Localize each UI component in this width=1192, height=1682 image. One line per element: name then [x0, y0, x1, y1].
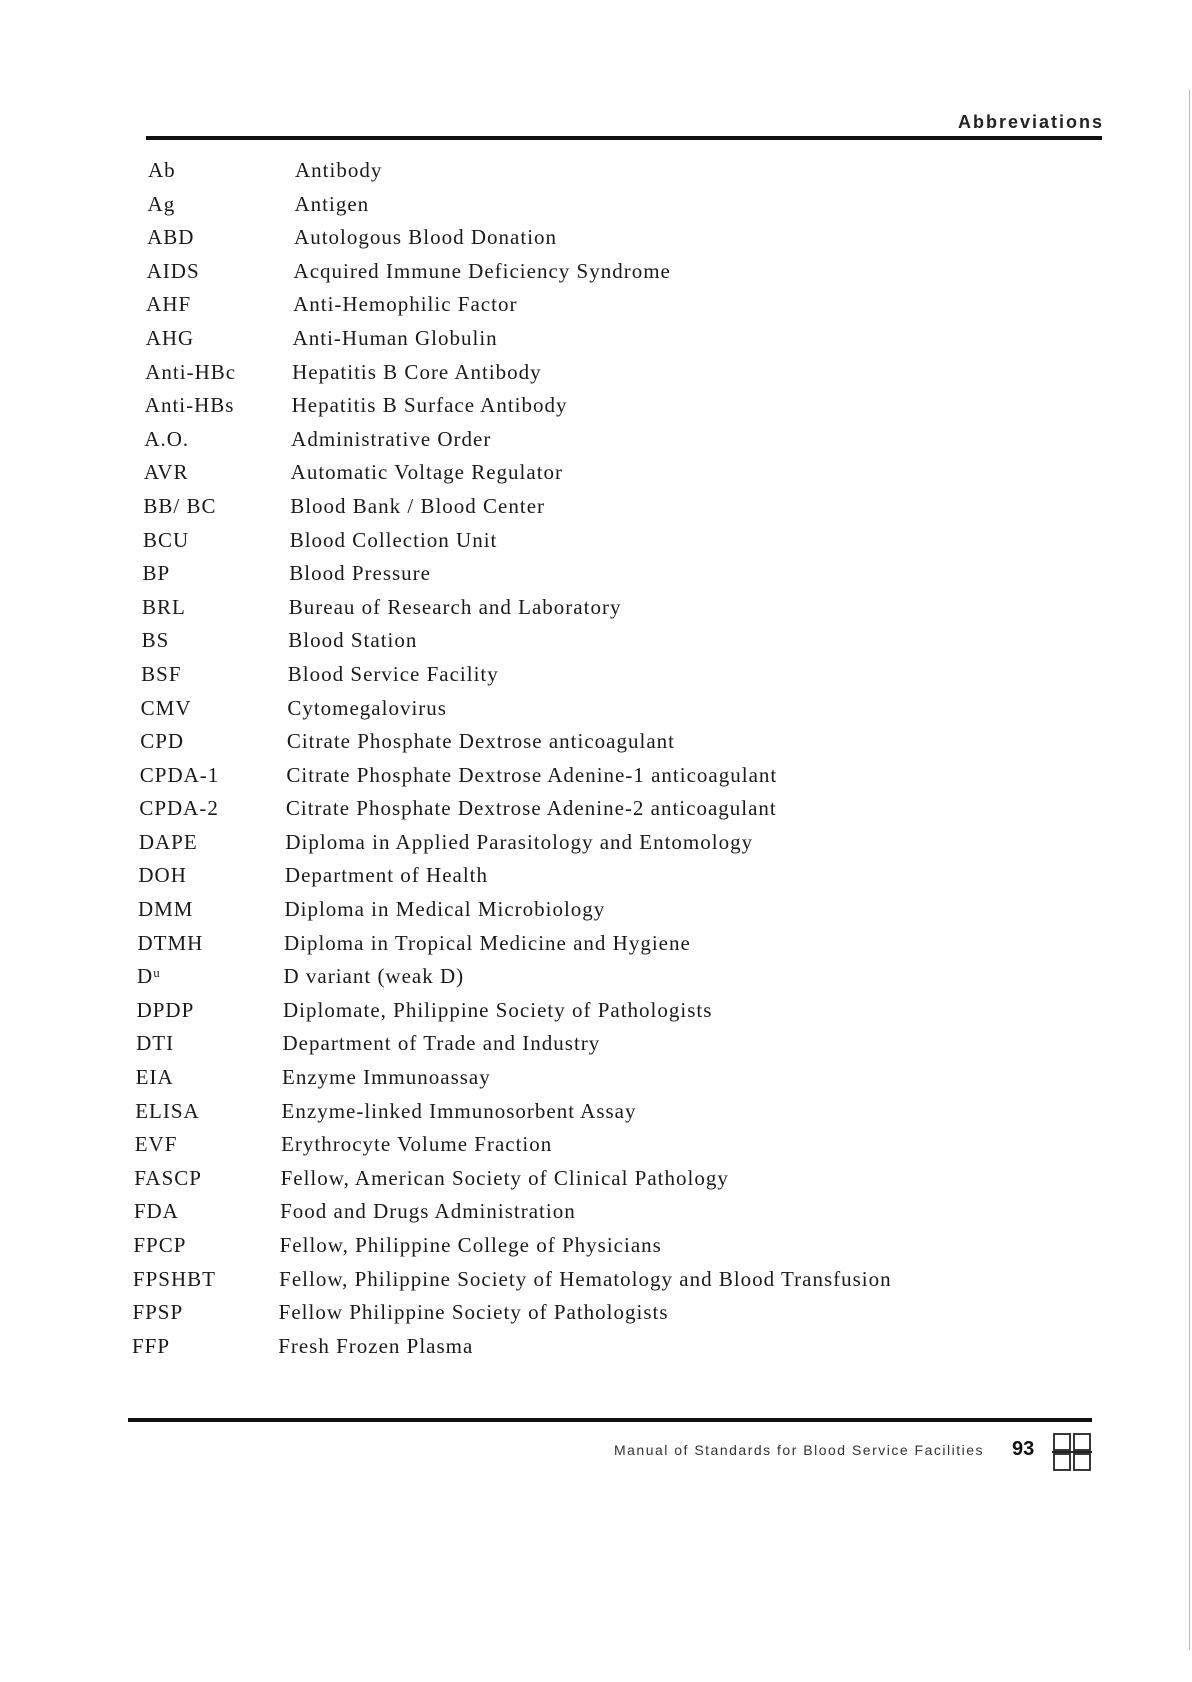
- abbreviation-row: [0, 1229, 1192, 1263]
- abbreviation-definition: Blood Service Facility: [287, 661, 499, 686]
- abbreviation-term: AHF: [146, 292, 192, 317]
- abbreviation-row: [0, 1095, 1192, 1129]
- abbreviation-definition: Diplomate, Philippine Society of Pathologists: [283, 997, 713, 1022]
- abbreviation-term: CMV: [140, 695, 192, 720]
- abbreviation-row: [0, 1330, 1192, 1364]
- abbreviation-row: [0, 692, 1192, 726]
- abbreviation-term: DTI: [136, 1031, 175, 1056]
- abbreviation-row: [0, 1263, 1192, 1297]
- abbreviation-term: Anti-HBc: [145, 359, 237, 384]
- abbreviation-row: [0, 423, 1192, 457]
- abbreviation-definition: Anti-Hemophilic Factor: [293, 292, 518, 317]
- abbreviation-definition: Citrate Phosphate Dextrose Adenine-2 anticoagulant: [285, 796, 777, 821]
- abbreviation-row: [0, 826, 1192, 860]
- abbreviation-row: [0, 490, 1192, 524]
- abbreviation-term: AHG: [145, 325, 195, 350]
- abbreviation-term: ELISA: [135, 1098, 200, 1123]
- abbreviation-definition: Automatic Voltage Regulator: [290, 460, 564, 485]
- header-rule: [146, 136, 1102, 140]
- abbreviation-term: EIA: [135, 1065, 174, 1090]
- abbreviation-definition: Blood Bank / Blood Center: [290, 493, 546, 518]
- abbreviation-row: [0, 725, 1192, 759]
- abbreviation-term: Anti-HBs: [144, 393, 235, 418]
- abbreviation-term: DPDP: [136, 997, 195, 1022]
- abbreviation-row: [0, 859, 1192, 893]
- abbreviation-term: FPSHBT: [132, 1266, 216, 1291]
- abbreviation-definition: Food and Drugs Administration: [280, 1199, 576, 1224]
- abbreviation-term: BCU: [142, 527, 190, 552]
- abbreviation-definition: Department of Health: [284, 863, 488, 888]
- abbreviation-row: [0, 288, 1192, 322]
- abbreviation-term: FFP: [132, 1333, 171, 1358]
- abbreviation-definition: Diploma in Applied Parasitology and Entomology: [285, 829, 754, 854]
- abbreviation-definition: Citrate Phosphate Dextrose anticoagulant: [286, 729, 675, 754]
- abbreviation-term: FASCP: [134, 1165, 202, 1190]
- abbreviation-row: [0, 221, 1192, 255]
- abbreviation-term: DTMH: [137, 930, 204, 955]
- book-grid-icon: [1052, 1432, 1092, 1472]
- abbreviation-definition: Hepatitis B Surface Antibody: [291, 393, 568, 418]
- abbreviation-definition: Blood Collection Unit: [289, 527, 498, 552]
- section-title: Abbreviations: [957, 112, 1104, 132]
- abbreviation-row: [0, 591, 1192, 625]
- abbreviation-term: A.O.: [144, 426, 190, 451]
- abbreviation-row: [0, 389, 1192, 423]
- abbreviation-definition: D variant (weak D): [283, 964, 465, 989]
- abbreviation-term: Ab: [148, 158, 176, 182]
- abbreviation-term: Ag: [147, 191, 176, 216]
- abbreviation-term: FPSP: [132, 1300, 184, 1325]
- abbreviation-list: [0, 154, 1192, 1363]
- abbreviation-definition: Autologous Blood Donation: [294, 225, 558, 250]
- abbreviation-row: [0, 188, 1192, 222]
- abbreviation-term: Dᵘ: [137, 964, 162, 989]
- abbreviation-row: [0, 322, 1192, 356]
- abbreviation-row: [0, 356, 1192, 390]
- abbreviation-definition: Citrate Phosphate Dextrose Adenine-1 anticoagulant: [286, 762, 778, 787]
- abbreviation-term: CPD: [140, 729, 185, 754]
- abbreviation-term: BSF: [141, 661, 182, 686]
- abbreviation-row: [0, 456, 1192, 490]
- abbreviation-term: ABD: [147, 225, 195, 250]
- abbreviation-term: DAPE: [138, 829, 198, 854]
- abbreviation-row: [0, 557, 1192, 591]
- abbreviation-row: [0, 960, 1192, 994]
- abbreviation-row: [0, 927, 1192, 961]
- abbreviation-definition: Fellow Philippine Society of Pathologists: [278, 1300, 669, 1325]
- abbreviation-term: FDA: [133, 1199, 179, 1224]
- abbreviation-row: [0, 624, 1192, 658]
- abbreviation-definition: Acquired Immune Deficiency Syndrome: [293, 258, 671, 283]
- page-number: 93: [1012, 1438, 1035, 1460]
- abbreviation-term: AIDS: [146, 258, 200, 283]
- abbreviation-definition: Fellow, Philippine Society of Hematology and Blood Transfusion: [279, 1266, 892, 1291]
- abbreviation-definition: Administrative Order: [291, 426, 492, 451]
- abbreviation-definition: Diploma in Medical Microbiology: [284, 897, 606, 922]
- abbreviation-row: [0, 1195, 1192, 1229]
- abbreviation-row: [0, 1162, 1192, 1196]
- abbreviation-term: BB/ BC: [143, 493, 217, 518]
- abbreviation-row: [0, 792, 1192, 826]
- abbreviation-definition: Fresh Frozen Plasma: [278, 1333, 474, 1358]
- abbreviation-row: [0, 759, 1192, 793]
- footer-manual-title: Manual of Standards for Blood Service Facilities: [613, 1442, 984, 1458]
- abbreviation-row: [0, 1061, 1192, 1095]
- abbreviation-definition: Hepatitis B Core Antibody: [292, 359, 542, 384]
- abbreviation-term: BS: [141, 628, 170, 653]
- abbreviation-term: CPDA-1: [139, 762, 220, 787]
- abbreviation-definition: Antigen: [294, 191, 370, 216]
- abbreviation-definition: Enzyme-linked Immunosorbent Assay: [281, 1098, 637, 1123]
- abbreviation-term: BRL: [142, 594, 186, 619]
- abbreviation-term: CPDA-2: [139, 796, 219, 821]
- abbreviation-row: [0, 658, 1192, 692]
- abbreviation-row: [0, 1128, 1192, 1162]
- abbreviation-definition: Fellow, Philippine College of Physicians: [279, 1233, 662, 1257]
- abbreviation-row: [0, 994, 1192, 1028]
- abbreviation-definition: Blood Pressure: [289, 561, 431, 586]
- abbreviation-row: [0, 1296, 1192, 1330]
- abbreviation-definition: Department of Trade and Industry: [282, 1031, 601, 1056]
- abbreviation-definition: Antibody: [295, 158, 383, 182]
- abbreviation-row: [0, 255, 1192, 289]
- abbreviation-term: DMM: [137, 897, 194, 922]
- abbreviation-definition: Cytomegalovirus: [287, 695, 447, 720]
- abbreviation-definition: Anti-Human Globulin: [292, 325, 498, 350]
- abbreviation-term: EVF: [134, 1132, 178, 1157]
- footer-rule: [128, 1418, 1092, 1422]
- abbreviation-definition: Fellow, American Society of Clinical Pathology: [280, 1165, 729, 1190]
- abbreviation-term: BP: [142, 561, 171, 586]
- abbreviation-term: AVR: [143, 460, 189, 485]
- abbreviation-term: DOH: [138, 863, 187, 888]
- abbreviation-definition: Blood Station: [288, 628, 418, 653]
- abbreviation-definition: Enzyme Immunoassay: [282, 1065, 491, 1090]
- abbreviation-definition: Diploma in Tropical Medicine and Hygiene: [283, 930, 691, 955]
- abbreviation-row: [0, 893, 1192, 927]
- abbreviation-definition: Bureau of Research and Laboratory: [288, 594, 622, 619]
- abbreviation-row: [0, 1027, 1192, 1061]
- abbreviation-row: [0, 154, 1192, 188]
- abbreviation-row: [0, 524, 1192, 558]
- abbreviation-term: FPCP: [133, 1233, 187, 1257]
- abbreviation-definition: Erythrocyte Volume Fraction: [281, 1132, 553, 1157]
